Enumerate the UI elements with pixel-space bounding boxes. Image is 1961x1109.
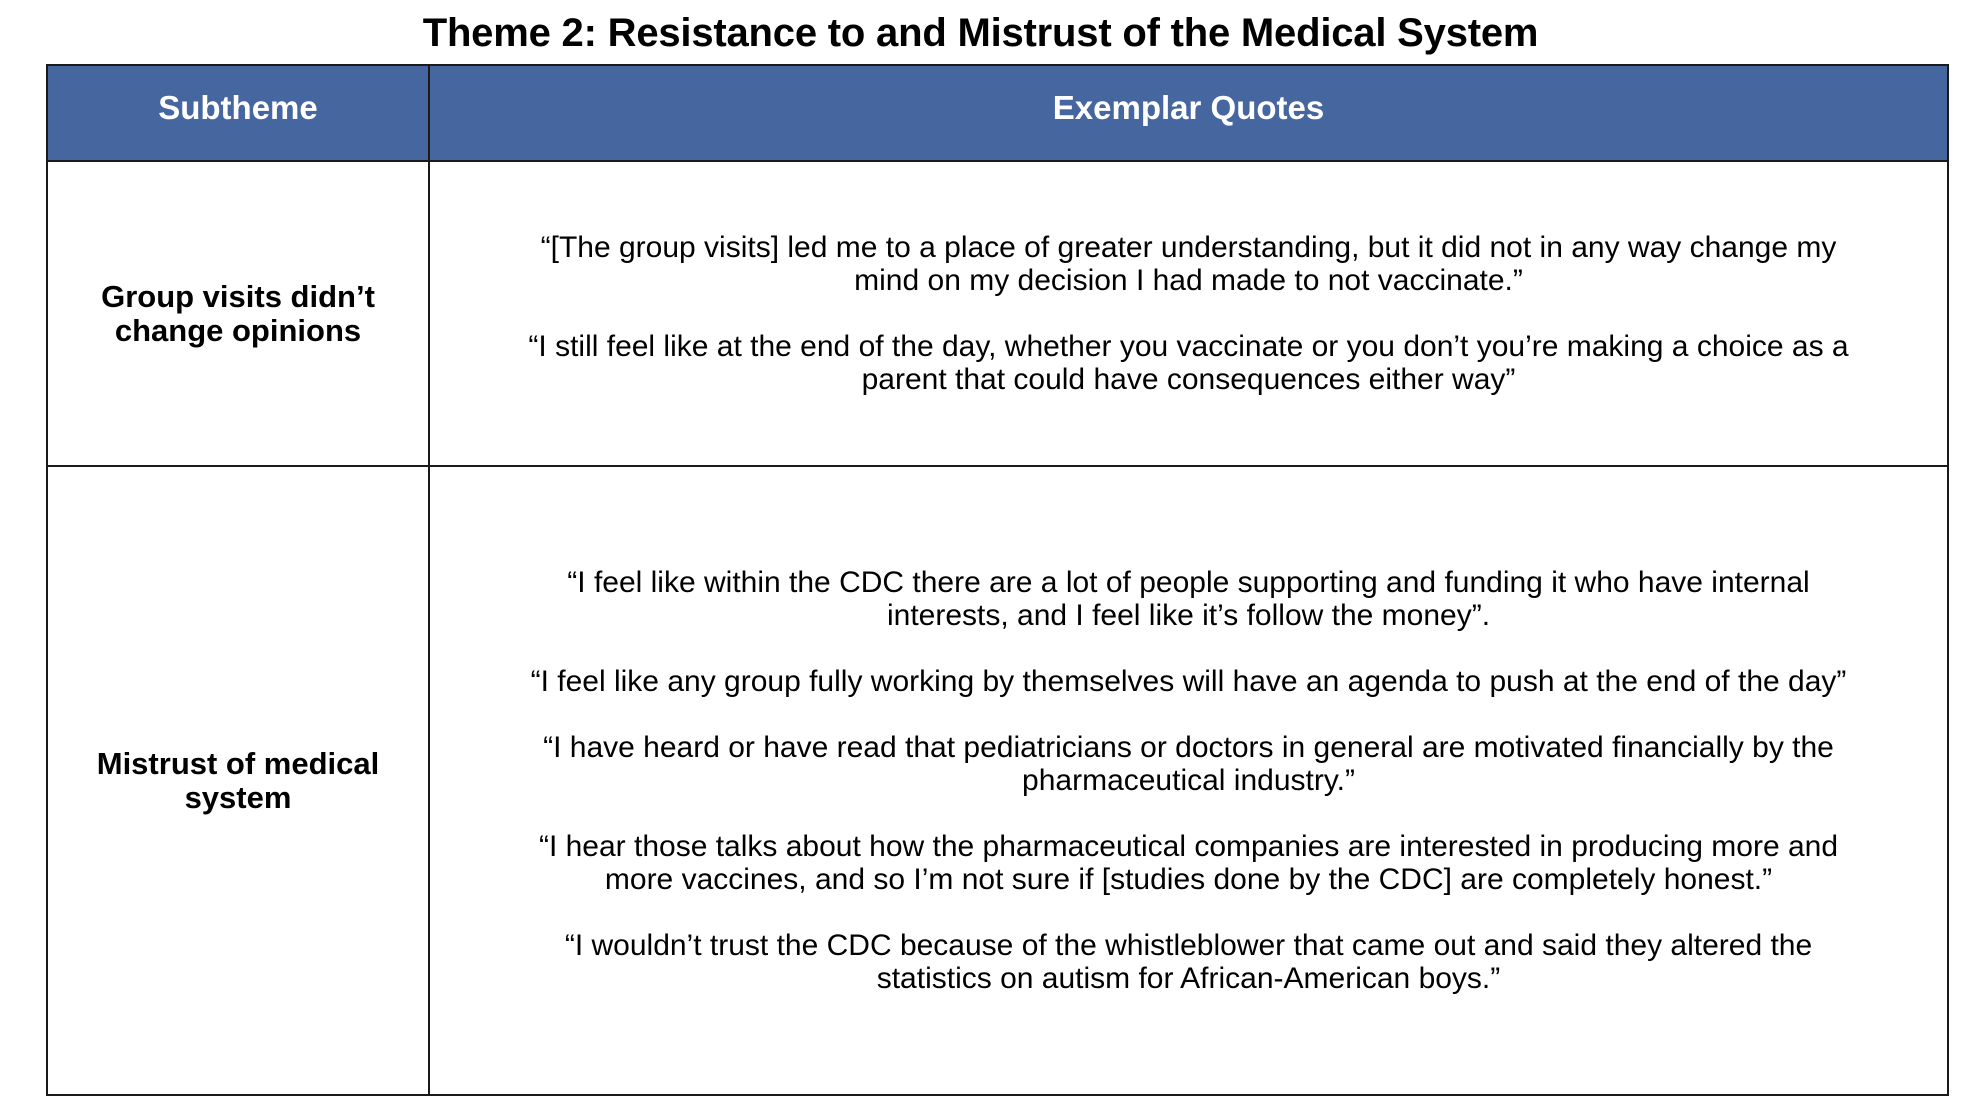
quote-line: pharmaceutical industry.” xyxy=(1022,764,1355,797)
quote-line: mind on my decision I had made to not vaccinate.” xyxy=(854,264,1523,297)
quotes-cell xyxy=(429,161,1948,466)
quotes-cell xyxy=(429,466,1948,1095)
subtheme-line: Mistrust of medical xyxy=(96,745,380,781)
header-subtheme: Subtheme xyxy=(47,65,429,161)
quote-line: “I feel like any group fully working by themselves will have an agenda to push at the end of the day” xyxy=(530,665,1847,698)
quote xyxy=(430,665,1947,698)
header-exemplar-quotes: Exemplar Quotes xyxy=(429,65,1948,161)
quote xyxy=(430,566,1947,632)
theme-table xyxy=(46,64,1949,1096)
subtheme-line: system xyxy=(184,779,292,815)
quote-line: statistics on autism for African-American boys.” xyxy=(876,962,1501,995)
quote-line: “[The group visits] led me to a place of greater understanding, but it did not in any way change my xyxy=(540,231,1837,264)
quote-line: parent that could have consequences either way” xyxy=(861,363,1516,396)
table-row xyxy=(47,161,1948,466)
quote-line: “I feel like within the CDC there are a lot of people supporting and funding it who have internal xyxy=(567,566,1810,599)
quote-line: “I still feel like at the end of the day, whether you vaccinate or you don’t you’re making a choice as a xyxy=(528,330,1849,363)
subtheme-line: Group visits didn’t xyxy=(101,278,375,314)
quote xyxy=(430,231,1947,297)
quote xyxy=(430,929,1947,995)
quote xyxy=(430,830,1947,896)
subtheme-cell xyxy=(47,466,429,1095)
quote xyxy=(430,731,1947,797)
quote-line: interests, and I feel like it’s follow the money”. xyxy=(886,599,1491,632)
quote-line: “I wouldn’t trust the CDC because of the whistleblower that came out and said they altered the xyxy=(564,929,1813,962)
subtheme-line: change opinions xyxy=(114,312,362,348)
quote xyxy=(430,330,1947,396)
table-row xyxy=(47,466,1948,1095)
quote-line: “I have heard or have read that pediatricians or doctors in general are motivated financially by the xyxy=(543,731,1834,764)
header-row xyxy=(47,65,1948,161)
quote-line: more vaccines, and so I’m not sure if [studies done by the CDC] are completely honest.” xyxy=(604,863,1773,896)
quote-line: “I hear those talks about how the pharmaceutical companies are interested in producing more and xyxy=(538,830,1839,863)
subtheme-cell xyxy=(47,161,429,466)
page-title: Theme 2: Resistance to and Mistrust of the Medical System xyxy=(422,11,1539,55)
